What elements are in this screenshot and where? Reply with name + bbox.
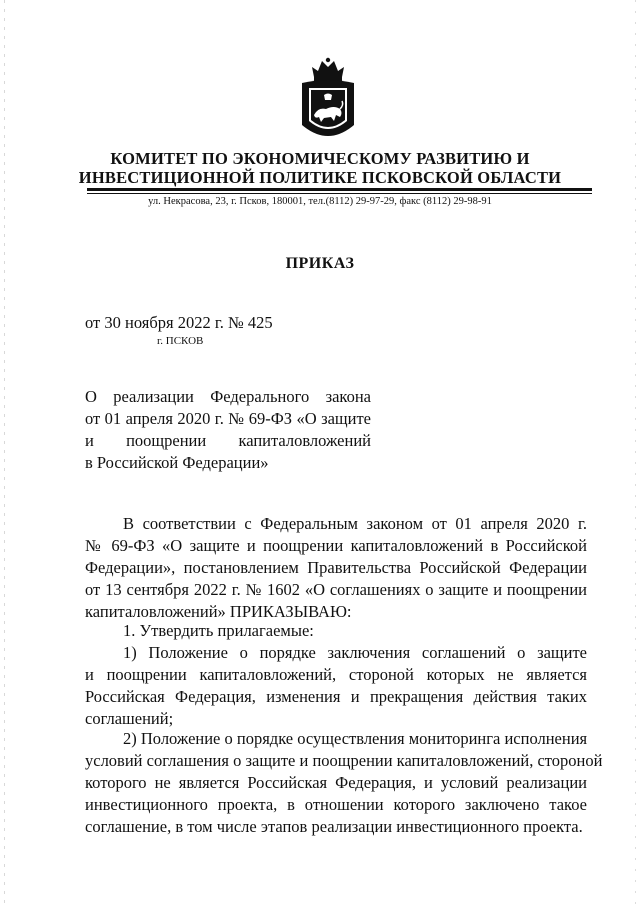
order-date-number: от 30 ноября 2022 г. № 425	[85, 313, 273, 332]
preamble-line: Федерации», постановлением Правительства Российской Федерации	[85, 558, 587, 577]
header-rule-thick	[87, 188, 592, 191]
item-1-2-paragraph	[85, 728, 603, 838]
item-1-1-line: 1) Положение о порядке заключения соглашений о защите	[123, 643, 587, 662]
organization-address: ул. Некрасова, 23, г. Псков, 180001, тел.(8112) 29-97-29, факс (8112) 29-98-91	[148, 196, 492, 207]
subject-line: и поощрении капиталовложений	[85, 431, 371, 450]
preamble-line: № 69-ФЗ «О защите и поощрении капиталовложений в Российской	[85, 536, 587, 555]
scan-edge-right	[635, 0, 636, 905]
organization-name-line-1: КОМИТЕТ ПО ЭКОНОМИЧЕСКОМУ РАЗВИТИЮ И	[110, 149, 530, 168]
preamble-line: В соответствии с Федеральным законом от 01 апреля 2020 г.	[123, 514, 587, 533]
item-1-1-line: Российская Федерация, изменения и прекращения действия таких	[85, 687, 587, 706]
item-1-2-line: условий соглашения о защите и поощрении капиталовложений, стороной	[85, 751, 603, 770]
order-city: г. ПСКОВ	[157, 335, 204, 347]
subject-line: от 01 апреля 2020 г. № 69-ФЗ «О защите	[85, 409, 371, 428]
item-1-paragraph	[85, 620, 587, 642]
item-1-2-line: 2) Положение о порядке осуществления мониторинга исполнения	[123, 729, 588, 748]
preamble-line: от 13 сентября 2022 г. № 1602 «О соглашениях о защите и поощрении	[85, 580, 587, 599]
item-1-2-line: инвестиционного проекта, в отношении которого заключено такое	[85, 795, 587, 814]
scan-edge-left	[4, 0, 5, 905]
item-1-1-line: соглашений;	[85, 709, 174, 728]
subject-line: О реализации Федерального закона	[85, 387, 371, 406]
document-title: ПРИКАЗ	[285, 255, 355, 272]
item-1-2-line: которого не является Российская Федерация, и условий реализации	[85, 773, 587, 792]
header-rule-thin	[87, 193, 592, 194]
order-subject	[85, 386, 371, 474]
subject-line: в Российской Федерации»	[85, 453, 269, 472]
preamble-line: капиталовложений» ПРИКАЗЫВАЮ:	[85, 602, 352, 621]
item-1-1-paragraph	[85, 642, 587, 730]
item-1-2-line: соглашение, в том числе этапов реализации инвестиционного проекта.	[85, 817, 583, 836]
organization-name-line-2: ИНВЕСТИЦИОННОЙ ПОЛИТИКЕ ПСКОВСКОЙ ОБЛАСТИ	[78, 168, 562, 187]
coat-of-arms-emblem	[296, 55, 360, 145]
preamble-paragraph	[85, 513, 587, 623]
item-1-1-line: и поощрении капиталовложений, стороной которых не является	[85, 665, 587, 684]
item-1-text: 1. Утвердить прилагаемые:	[123, 621, 314, 640]
